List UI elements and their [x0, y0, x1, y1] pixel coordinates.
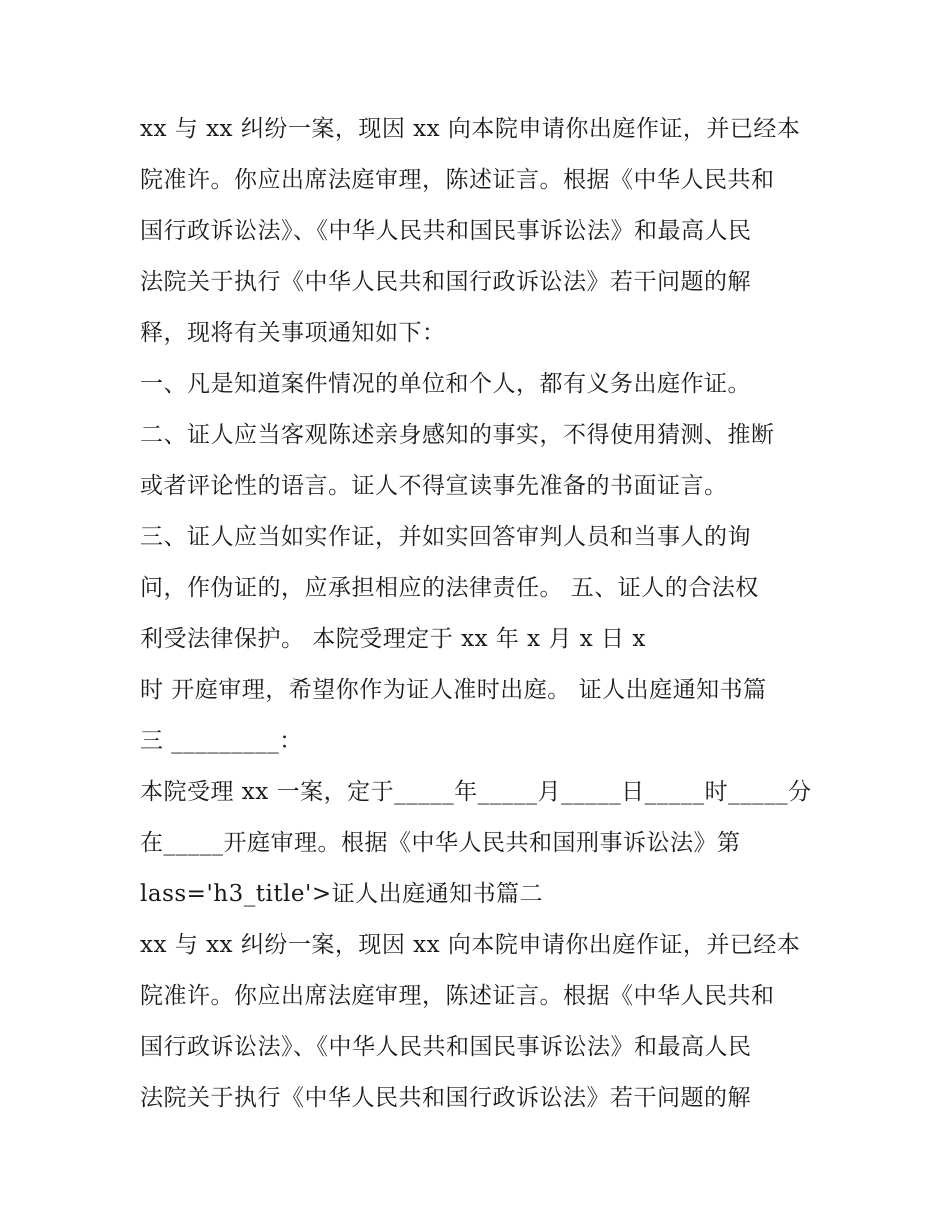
text-line: 院准许。你应出席法庭审理，陈述证言。根据《中华人民共和 — [140, 983, 775, 1009]
document-body — [140, 104, 840, 1124]
text-line: xx 与 xx 纠纷一案，现因 xx 向本院申请你出庭作证，并已经本 — [140, 116, 801, 142]
text-line: 一、凡是知道案件情况的单位和个人，都有义务出庭作证。 — [140, 371, 751, 397]
text-line: lass='h3_title'>证人出庭通知书篇二 — [140, 881, 544, 907]
text-line: 法院关于执行《中华人民共和国行政诉讼法》若干问题的解 — [140, 269, 751, 295]
text-line: 国行政诉讼法》、《中华人民共和国民事诉讼法》和最高人民 — [140, 218, 752, 244]
text-line: 三、证人应当如实作证，并如实回答审判人员和当事人的询 — [140, 524, 751, 550]
text-line: xx 与 xx 纠纷一案，现因 xx 向本院申请你出庭作证，并已经本 — [140, 932, 801, 958]
text-line: 释，现将有关事项通知如下： — [140, 320, 446, 346]
text-line: 院准许。你应出席法庭审理，陈述证言。根据《中华人民共和 — [140, 167, 775, 193]
text-line: 二、证人应当客观陈述亲身感知的事实，不得使用猜测、推断 — [140, 422, 775, 448]
text-line: 或者评论性的语言。证人不得宣读事先准备的书面证言。 — [140, 473, 728, 499]
text-line: 问，作伪证的，应承担相应的法律责任。 五、证人的合法权 — [140, 575, 759, 601]
text-line: 在_____开庭审理。根据《中华人民共和国刑事诉讼法》第 — [140, 830, 741, 856]
text-line: 本院受理 xx 一案，定于_____年_____月_____日_____时_____分 — [140, 779, 812, 805]
text-line: 法院关于执行《中华人民共和国行政诉讼法》若干问题的解 — [140, 1085, 751, 1111]
text-line: 利受法律保护。 本院受理定于 xx 年 x 月 x 日 x — [140, 626, 646, 652]
text-line: 时 开庭审理，希望你作为证人准时出庭。 证人出庭通知书篇 — [140, 677, 767, 703]
text-line: 国行政诉讼法》、《中华人民共和国民事诉讼法》和最高人民 — [140, 1034, 752, 1060]
text-line: 三 _________： — [140, 728, 303, 754]
